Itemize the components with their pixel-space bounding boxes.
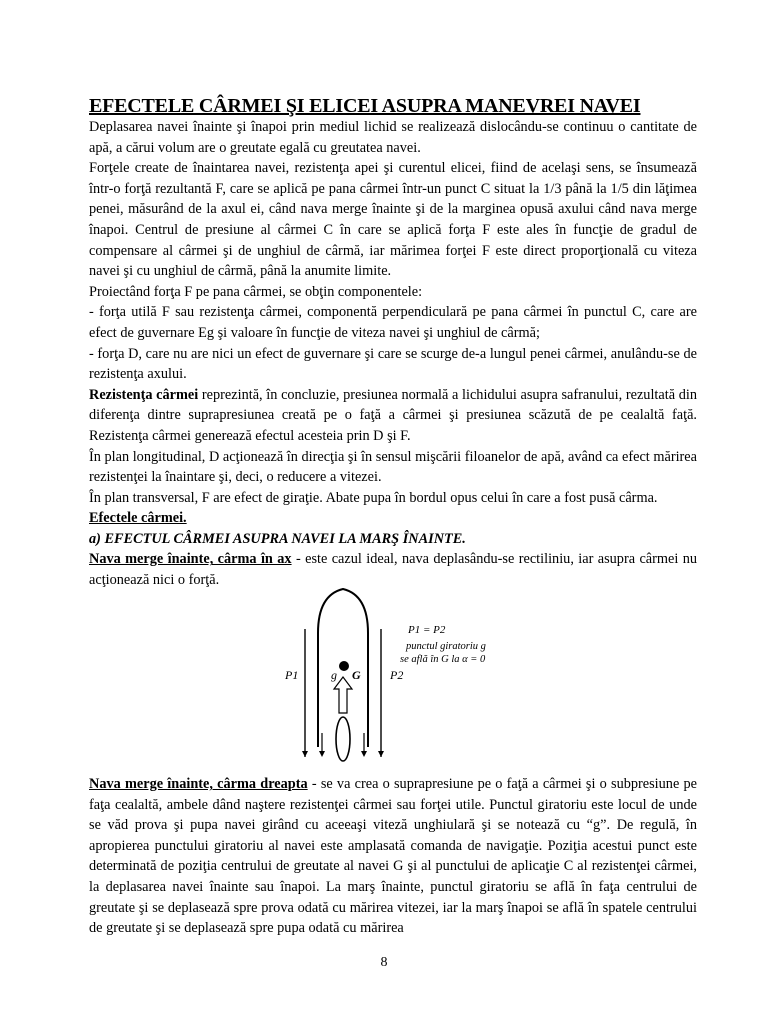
paragraph: În plan transversal, F are efect de giraţie. Abate pupa în bordul opus celui în care a fost pusă cârma. xyxy=(89,489,658,506)
subsection-heading: a) EFECTUL CÂRMEI ASUPRA NAVEI LA MARŞ ÎNAINTE. xyxy=(89,530,466,547)
paragraph: Deplasarea navei înainte şi înapoi prin mediul lichid se realizează dislocându-se continuu o cantitate de apă, a cărui volum are o greutate egală cu greutatea navei. xyxy=(89,119,697,156)
paragraph: Rezistenţa cârmei reprezintă, în concluzie, presiunea normală a lichidului asupra safranului, rezultată din diferenţa dintre suprapresiunea creată pe o faţă a cârmei şi presiunea scăzută de pe cealaltă faţă. Rezistenţa cârmei generează efectul acesteia prin D şi F. xyxy=(89,386,697,444)
pivot-note-line2: se află în G la α = 0 xyxy=(400,654,486,665)
rudder-resistance-term: Rezistenţa cârmei xyxy=(89,386,199,403)
pressure-label-right: P2 xyxy=(390,668,404,682)
arrow-down-icon xyxy=(302,751,308,757)
case-heading: Nava merge înainte, cârma dreapta xyxy=(89,776,308,792)
paragraph: Nava merge înainte, cârma dreapta - se va crea o suprapresiune pe o faţă a cârmei şi o subpresiune pe faţa cealaltă, ambele dând naştere rezistenţei cârmei sau forţei utile. Punctul giratoriu este locul de unde se văd prova şi pupa navei girând cu aceeaşi viteză unghiulară şi se notează cu “g”. De regulă, în apropierea punctului giratoriu al navei este amplasată comanda de navigaţie. Poziţia acestui punct este determinată de poziţia centrului de greutate al navei G şi al punctului de aplicaţie C al rezistenţei cârmei, la deplasarea navei înainte sau înapoi. La marş înainte, punctul giratoriu se află în faţa centrului de greutate şi se deplasează spre prova odată cu mărirea vitezei, iar la marş înapoi se află în spatele centrului de greutate şi se deplasează spre pupa odată cu mărirea xyxy=(89,776,697,937)
pressure-equality-label: P1 = P2 xyxy=(408,624,446,636)
arrow-down-icon xyxy=(378,751,384,757)
rudder-force-arrow xyxy=(334,677,352,713)
rudder-blade xyxy=(336,717,350,761)
section-heading: Efectele cârmei. xyxy=(89,510,187,527)
paragraph: Forţele create de înaintarea navei, rezistenţa apei şi curentul elicei, fiind de acelaşi sens, se însumează într-o forţă rezultantă F, care se aplică pe pana cârmei într-un punct C situat la 1/3 până la 1/5 din lăţimea penei, măsurând de la axul ei, când nava merge înainte şi de la marginea opusă axului când nava merge înapoi. Centrul de presiune al cârmei C în care se aplică forţa F este ales în funcţie de gradul de compensare al cârmei şi de unghiul de cârmă, iar mărimea forţei F este direct proporţională cu viteza navei şi cu unghiul de cârmă, până la anumite limite. xyxy=(89,160,697,280)
pivot-note-line1: punctul giratoriu g xyxy=(406,641,486,652)
arrow-down-icon xyxy=(361,751,367,757)
page-title: EFECTELE CÂRMEI ŞI ELICEI ASUPRA MANEVREI NAVEI xyxy=(89,95,641,117)
paragraph: Proiectând forţa F pe pana cârmei, se obţin componentele: xyxy=(89,283,423,300)
arrow-down-icon xyxy=(319,751,325,757)
paragraph: - forţa utilă F sau rezistenţa cârmei, componentă perpendiculară pe pana cârmei în punctul C, care are efect de guvernare Eg şi valoare în funcţie de viteza navei şi unghiul de cârmă; xyxy=(89,304,697,341)
body-text-upper xyxy=(89,117,697,591)
body-text-lower xyxy=(89,774,697,939)
paragraph: În plan longitudinal, D acţionează în direcţia şi în sensul mişcării filoanelor de apă, având ca efect mărirea rezistenţei la înaintare şi, deci, o reducere a vitezei. xyxy=(89,448,697,486)
paragraph: - forţa D, care nu are nici un efect de guvernare şi care se scurge de-a lungul penei cârmei, anulându-se de rezistenţa axului. xyxy=(89,345,697,383)
pivot-point-label: g xyxy=(331,668,337,682)
pressure-label-left: P1 xyxy=(285,668,299,682)
centre-of-gravity-dot xyxy=(339,661,349,671)
centre-of-gravity-label: G xyxy=(352,668,361,682)
case-heading: Nava merge înainte, cârma în ax xyxy=(89,551,292,568)
ship-rudder-diagram xyxy=(270,585,530,765)
page-number: 8 xyxy=(380,955,388,970)
paragraph: Nava merge înainte, cârma în ax - este cazul ideal, nava deplasându-se rectiliniu, iar asupra cârmei nu acţionează nici o forţă. xyxy=(89,551,698,589)
